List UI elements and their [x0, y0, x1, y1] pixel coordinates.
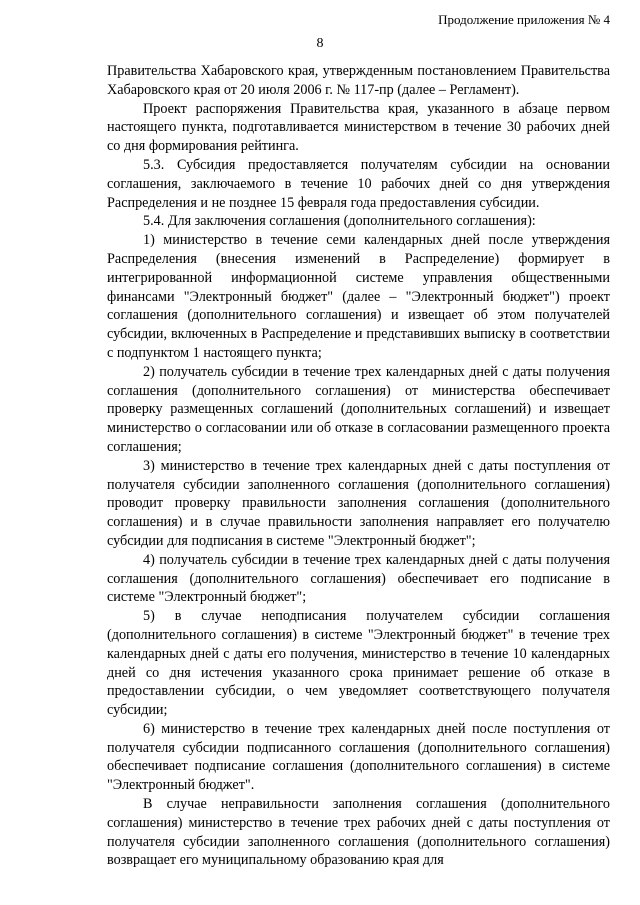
paragraph: Правительства Хабаровского края, утвержденным постановлением Правительства Хабаровского края от 20 июля 2006 г. № 117-пр (далее – Регламент).	[107, 63, 610, 98]
appendix-continuation-note: Продолжение приложения № 4	[438, 12, 610, 27]
paragraph: 5.4. Для заключения соглашения (дополнительного соглашения):	[143, 213, 536, 230]
paragraph: 6) министерство в течение трех календарных дней после поступления от получателя субсидии подписанного соглашения (дополнительного соглашения) обеспечивает подписание соглашения (дополнительного соглашения) в системе "Электронный бюджет".	[107, 720, 610, 794]
paragraph: Проект распоряжения Правительства края, указанного в абзаце первом настоящего пункта, подготавливается министерством в течение 30 рабочих дней со дня формирования рейтинга.	[107, 100, 610, 155]
paragraph: 3) министерство в течение трех календарных дней с даты поступления от получателя субсидии заполненного соглашения (дополнительного соглашения) проводит проверку правильности заполнения соглашения (дополнительного соглашения) и в случае правильности заполнения направляет его получателю субсидии для подписания в системе "Электронный бюджет";	[107, 457, 610, 549]
paragraph: В случае неправильности заполнения соглашения (дополнительного соглашения) министерство в течение трех рабочих дней с даты поступления от получателя субсидии заполненного соглашения (дополнительного соглашения) возвращает его муниципальному образованию края для	[107, 796, 610, 869]
paragraph: 5.3. Субсидия предоставляется получателям субсидии на основании соглашения, заключаемого в течение 10 рабочих дней со дня утверждения Распределения и не позднее 15 февраля года предоставления субсидии.	[107, 156, 610, 211]
paragraph: 4) получатель субсидии в течение трех календарных дней с даты получения соглашения (дополнительного соглашения) обеспечивает его подписание в системе "Электронный бюджет";	[107, 551, 610, 606]
paragraph: 5) в случае неподписания получателем субсидии соглашения (дополнительного соглашения) в системе "Электронный бюджет" в течение трех календарных дней с даты его получения, министерство в течение 10 календарных дней со дня истечения указанного срока принимает решение об отказе в предоставлении субсидии, о чем уведомляет соответствующего получателя субсидии;	[107, 608, 610, 719]
document-body	[107, 62, 610, 870]
paragraph: 1) министерство в течение семи календарных дней после утверждения Распределения (внесения изменений в Распределение) формирует в интегрированной информационной системе управления общественными финансами "Электронный бюджет" (далее – "Электронный бюджет") проект соглашения (дополнительного соглашения) и извещает об этом получателей субсидии, включенных в Распределение и представивших выписку в соответствии с подпунктом 1 настоящего пункта;	[107, 232, 610, 361]
paragraph: 2) получатель субсидии в течение трех календарных дней с даты получения соглашения (дополнительного соглашения) от министерства обеспечивает проверку размещенных соглашений (дополнительных соглашений) и извещает министерство о согласовании или об отказе в согласовании размещенного проекта соглашения;	[107, 363, 610, 455]
page-number: 8	[316, 36, 324, 51]
